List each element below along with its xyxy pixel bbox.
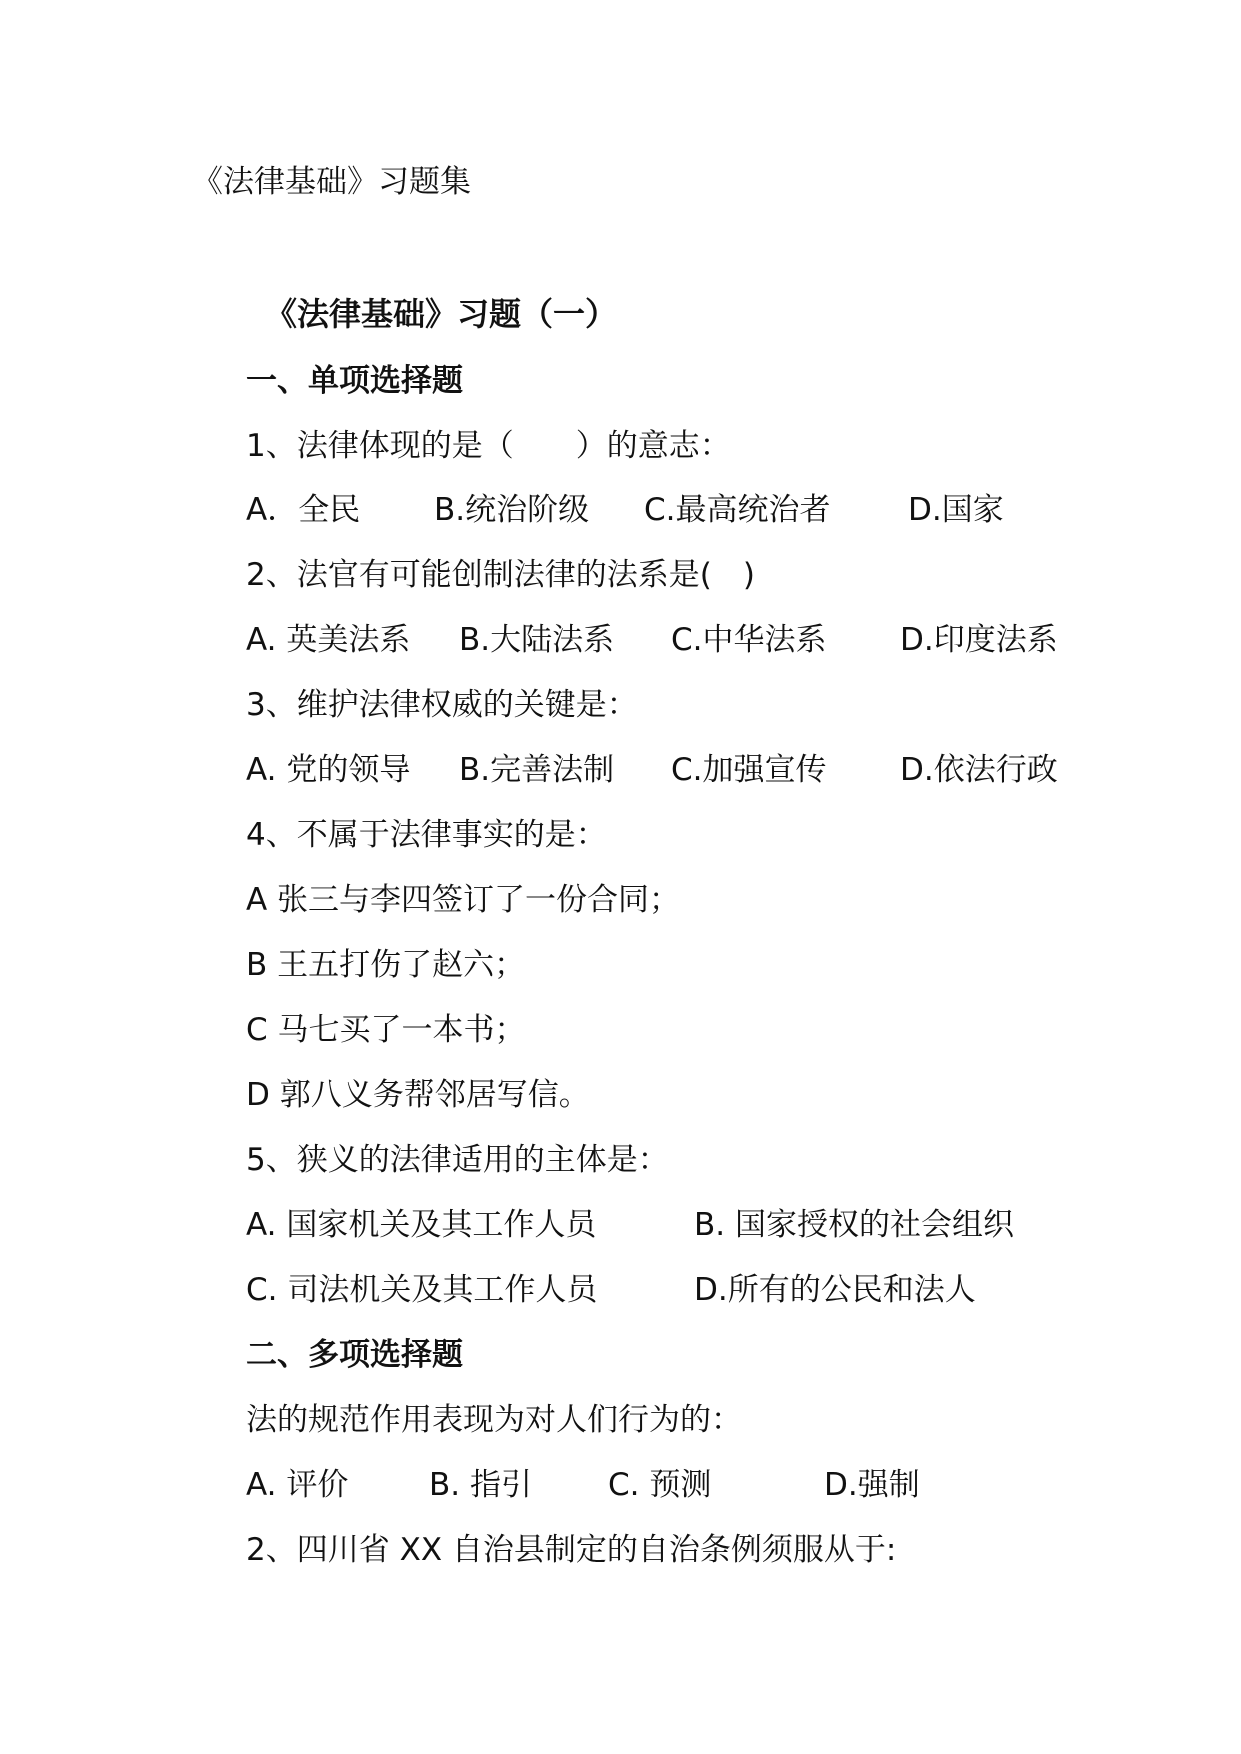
option-a: A. 评价 — [246, 1467, 349, 1503]
multi-question-2-stem: 2、四川省 XX 自治县制定的自治条例须服从于: — [246, 1532, 897, 1568]
question-3-stem: 3、维护法律权威的关键是： — [246, 687, 638, 723]
question-4-stem: 4、不属于法律事实的是： — [246, 817, 607, 853]
option-b: B. 指引 — [429, 1467, 532, 1503]
question-5-stem: 5、狭义的法律适用的主体是： — [246, 1142, 669, 1178]
option-c: C.最高统治者 — [644, 492, 831, 528]
question-4-option-b: B 王五打伤了赵六； — [246, 947, 526, 983]
multi-question-1-stem: 法的规范作用表现为对人们行为的： — [246, 1402, 742, 1438]
option-d: D.国家 — [908, 492, 1004, 528]
option-b: B.大陆法系 — [459, 622, 615, 658]
document-title: 《法律基础》习题集 — [192, 164, 471, 200]
option-d: D.强制 — [824, 1467, 920, 1503]
option-c: C.加强宣传 — [671, 752, 827, 788]
option-a: A. 英美法系 — [246, 622, 411, 658]
question-4-option-a: A 张三与李四签订了一份合同； — [246, 882, 681, 918]
option-d: D.印度法系 — [900, 622, 1058, 658]
option-c: C. 司法机关及其工作人员 — [246, 1272, 598, 1308]
option-a: A. 国家机关及其工作人员 — [246, 1207, 597, 1243]
option-d: D.依法行政 — [900, 752, 1058, 788]
option-b: B.统治阶级 — [434, 492, 590, 528]
option-c: C. 预测 — [608, 1467, 712, 1503]
exercise-title: 《法律基础》习题（一） — [265, 295, 618, 333]
question-4-option-d: D 郭八义务帮邻居写信。 — [246, 1077, 590, 1113]
section-heading-multiple-choice: 二、多项选择题 — [246, 1337, 463, 1373]
option-d: D.所有的公民和法人 — [694, 1272, 976, 1308]
option-b: B. 国家授权的社会组织 — [694, 1207, 1014, 1243]
option-c: C.中华法系 — [671, 622, 827, 658]
question-1-stem: 1、法律体现的是（ ）的意志： — [246, 428, 731, 464]
question-2-stem: 2、法官有可能创制法律的法系是( ) — [246, 557, 755, 593]
option-a: A. 党的领导 — [246, 752, 411, 788]
section-heading-single-choice: 一、单项选择题 — [246, 363, 463, 399]
question-4-option-c: C 马七买了一本书； — [246, 1012, 526, 1048]
option-a: A．全民 — [246, 492, 361, 528]
option-b: B.完善法制 — [459, 752, 615, 788]
